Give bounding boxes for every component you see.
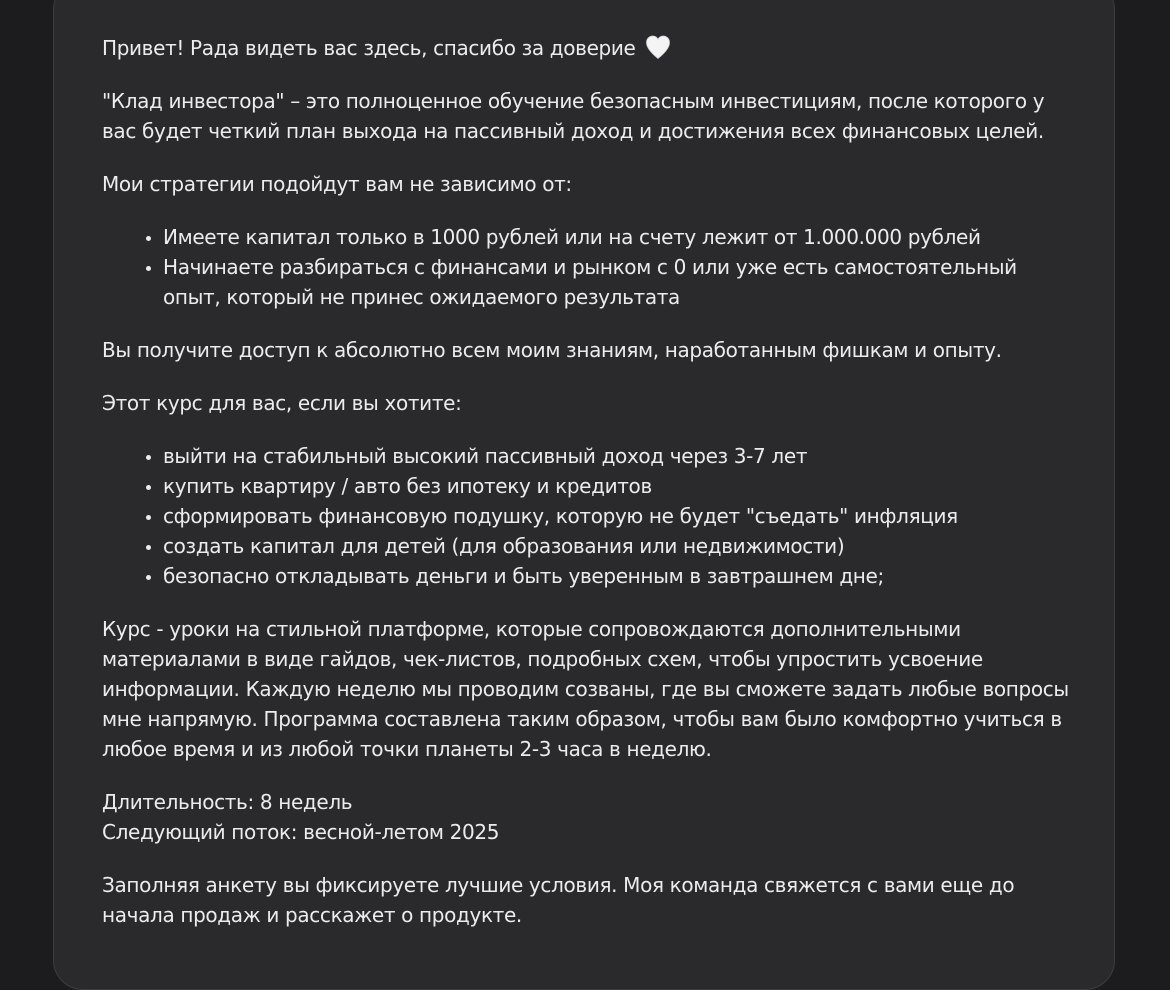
list-item: • Начинаете разбираться с финансами и рынком с 0 или уже есть самостоятельный опыт, который не принес ожидаемого результата <box>163 252 1072 312</box>
list-item: • сформировать финансовую подушку, которую не будет "съедать" инфляция <box>163 501 1072 531</box>
intro-paragraph: "Клад инвестора" – это полноценное обучение безопасным инвестициям, после которого у вас будет четкий план выхода на пассивный доход и достижения всех финансовых целей. <box>102 89 1045 143</box>
course-description-paragraph: Курс - уроки на стильной платформе, которые сопровождаются дополнительными материалами в виде гайдов, чек-листов, подробных схем, чтобы упростить усвоение информации. Каждую неделю мы проводим созваны, где вы сможете задать любые вопросы мне напрямую. Программа составлена таким образом, чтобы вам было комфортно учиться в любое время и из любой точки планеты 2-3 часа в неделю. <box>102 617 1069 761</box>
strategies-heading: Мои стратегии подойдут вам не зависимо от: <box>102 172 572 196</box>
white-heart-icon <box>644 34 672 60</box>
course-details <box>102 787 1072 847</box>
next-stream-text: Следующий поток: весной-летом 2025 <box>102 820 500 844</box>
strategies-list <box>102 222 1072 312</box>
list-item: • создать капитал для детей (для образования или недвижимости) <box>163 531 1072 561</box>
goals-list <box>102 441 1072 591</box>
list-item: • купить квартиру / авто без ипотеку и кредитов <box>163 471 1072 501</box>
access-paragraph: Вы получите доступ к абсолютно всем моим знаниям, наработанным фишкам и опыту. <box>102 338 1002 362</box>
message-content <box>102 33 1072 953</box>
list-item: • выйти на стабильный высокий пассивный доход через 3-7 лет <box>163 441 1072 471</box>
closing-paragraph: Заполняя анкету вы фиксируете лучшие условия. Моя команда свяжется с вами еще до начала продаж и расскажет о продукте. <box>102 873 1015 927</box>
duration-text: Длительность: 8 недель <box>102 790 353 814</box>
goals-heading: Этот курс для вас, если вы хотите: <box>102 391 462 415</box>
list-item: • Имеете капитал только в 1000 рублей или на счету лежит от 1.000.000 рублей <box>163 222 1072 252</box>
greeting-text: Привет! Рада видеть вас здесь, спасибо за доверие <box>102 36 636 60</box>
list-item: • безопасно откладывать деньги и быть уверенным в завтрашнем дне; <box>163 561 1072 591</box>
greeting-paragraph <box>102 33 1072 63</box>
